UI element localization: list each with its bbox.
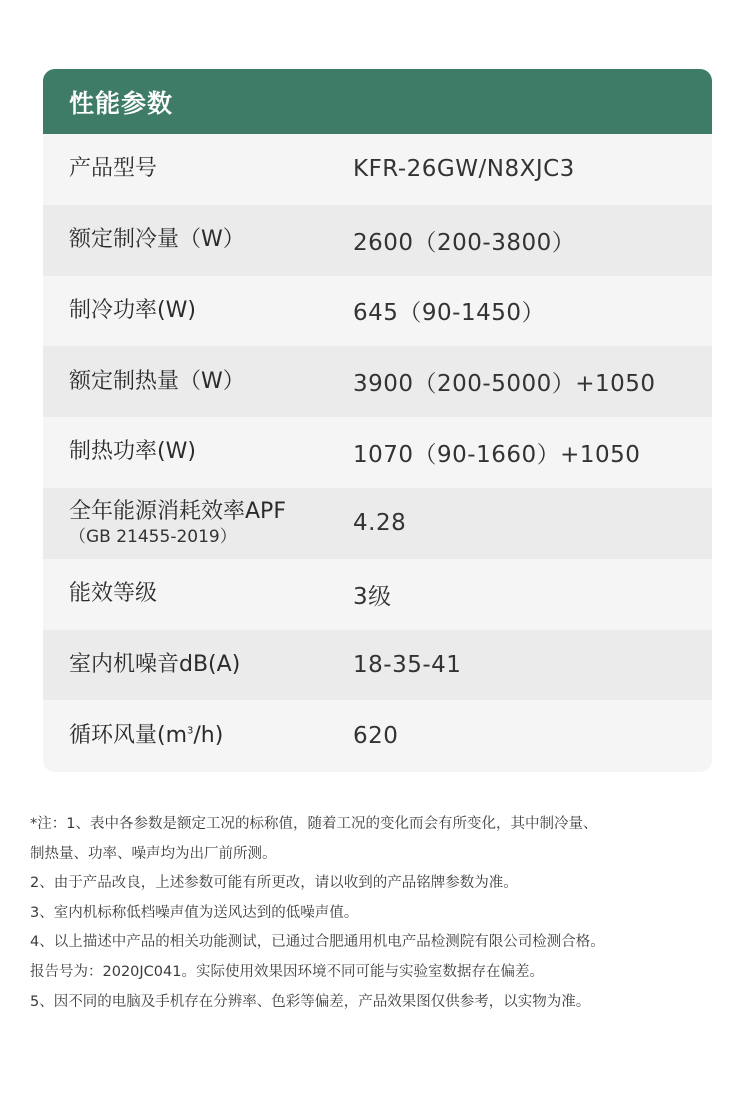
spec-value: 620	[353, 722, 399, 749]
spec-row-heating-power	[43, 417, 712, 488]
spec-card	[43, 69, 712, 772]
spec-row-airflow	[43, 700, 712, 771]
spec-label-prefix: 循环风量(m	[69, 722, 188, 748]
spec-row-model	[43, 134, 712, 205]
note-line: 制热量、功率、噪声均为出厂前所测。	[30, 845, 277, 862]
spec-label-superscript: 3	[187, 725, 194, 737]
card-title: 性能参数	[69, 88, 174, 118]
spec-row-indoor-noise	[43, 630, 712, 701]
spec-label: 产品型号	[69, 156, 158, 182]
spec-row-rated-cooling	[43, 205, 712, 276]
spec-row-rated-heating	[43, 346, 712, 417]
note-line: 2、由于产品改良，上述参数可能有所更改，请以收到的产品铭牌参数为准。	[30, 875, 518, 892]
spec-label: 能效等级	[69, 580, 158, 606]
note-line: 3、室内机标称低档噪声值为送风达到的低噪声值。	[30, 904, 359, 921]
spec-label-suffix: /h)	[193, 722, 224, 748]
spec-value: 18-35-41	[353, 651, 462, 678]
spec-label: 制冷功率(W)	[69, 297, 196, 323]
spec-row-cooling-power	[43, 276, 712, 347]
spec-value: 3900（200-5000）+1050	[353, 371, 656, 398]
card-header	[43, 69, 712, 134]
notes	[30, 810, 730, 1017]
note-line: 报告号为：2020JC041。实际使用效果因环境不同可能与实验室数据存在偏差。	[30, 963, 544, 980]
spec-label-main: 全年能源消耗效率APF	[69, 498, 286, 524]
spec-value: KFR-26GW/N8XJC3	[353, 156, 575, 183]
spec-label	[43, 723, 353, 749]
spec-value: 3级	[353, 583, 392, 610]
spec-value: 1070（90-1660）+1050	[353, 442, 641, 469]
note-line: 4、以上描述中产品的相关功能测试，已通过合肥通用机电产品检测院有限公司检测合格。	[30, 934, 605, 951]
note-line: 5、因不同的电脑及手机存在分辨率、色彩等偏差，产品效果图仅供参考，以实物为准。	[30, 993, 591, 1010]
spec-value: 4.28	[353, 510, 407, 537]
note-line: *注：1、表中各参数是额定工况的标称值，随着工况的变化而会有所变化，其中制冷量、	[30, 816, 598, 832]
spec-label: 额定制热量（W）	[69, 368, 245, 394]
spec-label-standard: （GB 21455-2019）	[69, 527, 237, 548]
spec-value: 2600（200-3800）	[353, 229, 576, 256]
spec-label: 室内机噪音dB(A)	[69, 651, 241, 677]
spec-label: 额定制冷量（W）	[69, 227, 245, 252]
spec-row-apf	[43, 488, 712, 559]
spec-row-energy-grade	[43, 559, 712, 630]
spec-value: 645（90-1450）	[353, 300, 545, 327]
spec-label	[43, 499, 353, 548]
spec-label: 制热功率(W)	[69, 439, 196, 465]
